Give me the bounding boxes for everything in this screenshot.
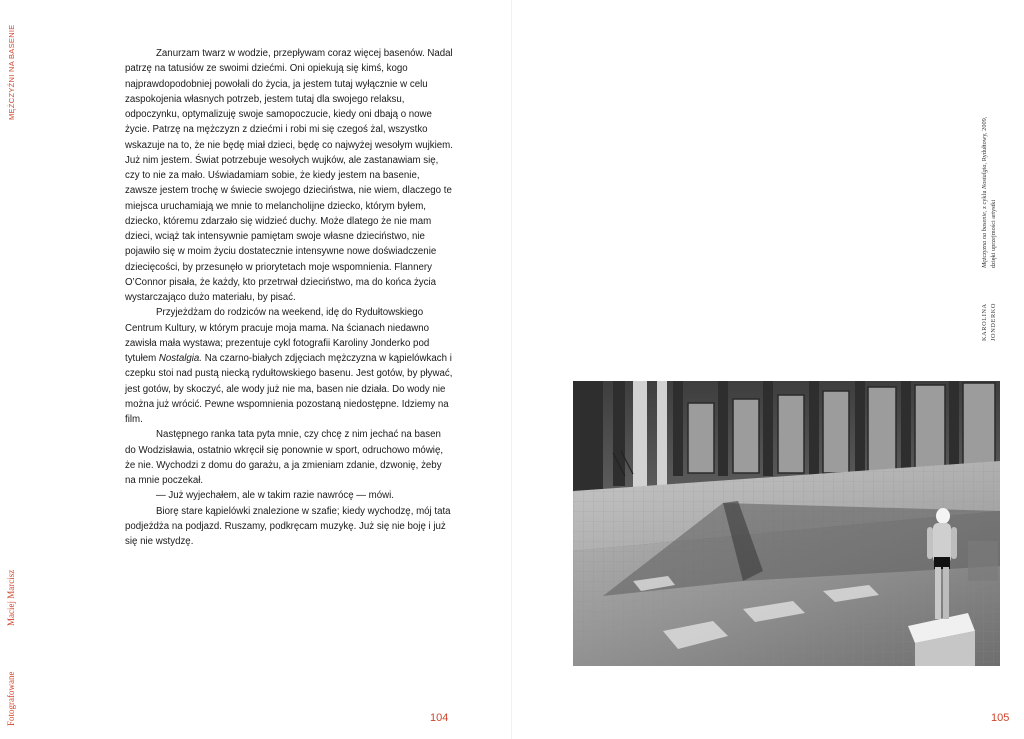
paragraph-2-before: Przyjeżdżam do rodziców na weekend, idę do Rydułtowskiego Centrum Kultury, w którym pracuje moja mama. Na ścianach niedawno zawisła mała wystawa; prezentuje cykl fotografii Karoliny Jonderko pod tytułem — [125, 307, 430, 364]
caption-series: Nostalgia — [981, 164, 988, 189]
caption-part-end: , Rydułtowy, 2009, — [981, 116, 988, 165]
body-text — [125, 46, 453, 549]
paragraph-1: Zanurzam twarz w wodzie, przepływam coraz więcej basenów. Nadal patrzę na tatusiów ze swoimi dziećmi. Oni opiekują się kimś, kogo najprawdopodobniej powołali do życia, ja jestem tutaj wyłącznie w celu zaspokojenia własnych potrzeb, jestem tutaj dla swojego relaksu, odpoczynku, optymalizuję swoje samopoczucie, kiedy oni dbają o nowe życie. Patrzę na mężczyzn z dziećmi i robi mi się czegoś żal, wszystko wskazuje na to, że nie będę miał dzieci, będę co najwyżej wesołym wujkiem. Już nim jestem. Świat potrzebuje wesołych wujków, ale zastanawiam się, czy to nie za mało. Uświadamiam sobie, że kiedy jestem na basenie, zawsze jestem trochę w świecie swojego dzieciństwa, nie wiem, dlaczego te miejsca uruchamiają we mnie to melancholijne dziecko, którym byłem, dziecko, któremu zdarzało się widzieć duchy. Może dlatego że nie mam dzieci, wciąż tak intensywnie pamiętam swoje własne dzieciństwo, nie pojawiło się w moim życiu dostatecznie intensywne nowe doświadczenie dziecięcości, by przesunęło w priorytetach moje wspomnienia. Flannery O’Connor pisała, że każdy, kto przetrwał dzieciństwo, ma do końca życia wystarczająco dużo materiału, by pisać. — [125, 48, 453, 303]
paragraph-2-after: Na czarno-białych zdjęciach mężczyzna w kąpielówkach i czepku stoi nad pustą niecką rydułtowskiego basenu. Jest gotów, by pływać, jest gotów, by skoczyć, ale wody już nie ma, basen nie działa. Do wody nie można już wrócić. Pewne wspomnienia pozostaną niedostępne. Idziemy na film. — [125, 353, 453, 425]
photo-caption — [980, 48, 998, 268]
page-number-left: 104 — [430, 712, 449, 724]
right-page — [512, 0, 1024, 739]
black-and-white-photo-icon — [573, 381, 1000, 666]
paragraph-4: — Już wyjechałem, ale w takim razie nawrócę — mówi. — [156, 490, 394, 502]
pool-photo — [573, 381, 1000, 666]
page-number-right: 105 — [991, 712, 1010, 724]
caption-title: Mężczyzna na basenie — [981, 212, 988, 268]
photographer-credit — [980, 303, 998, 341]
section-name: Fotografowane — [6, 671, 16, 726]
caption-part: , z cyklu — [981, 188, 988, 213]
caption-credit: dzięki uprzejmości artystki — [990, 199, 997, 268]
author-name: Maciej Marcisz — [6, 569, 16, 626]
photographer-last: JONDERKO — [990, 302, 997, 341]
running-title: MĘŻCZYŹNI NA BASENIE — [7, 24, 16, 120]
nostalgia-title: Nostalgia. — [158, 353, 203, 364]
paragraph-3: Następnego ranka tata pyta mnie, czy chcę z nim jechać na basen do Wodzisławia, ostatnio wkręcił się ponownie w sport, odruchowo mówię, że nie. Wychodzi z domu do garażu, a ja zmieniam zdanie, dzwonię, żeby na mnie poczekał. — [125, 429, 444, 486]
paragraph-2 — [125, 305, 453, 427]
paragraph-5: Biorę stare kąpielówki znalezione w szafie; kiedy wychodzę, mój tata podjeżdża na podjazd. Ruszamy, podkręcam muzykę. Już się nie boję i już się nie wstydzę. — [125, 505, 451, 547]
photographer-first: KAROLINA — [981, 303, 988, 341]
